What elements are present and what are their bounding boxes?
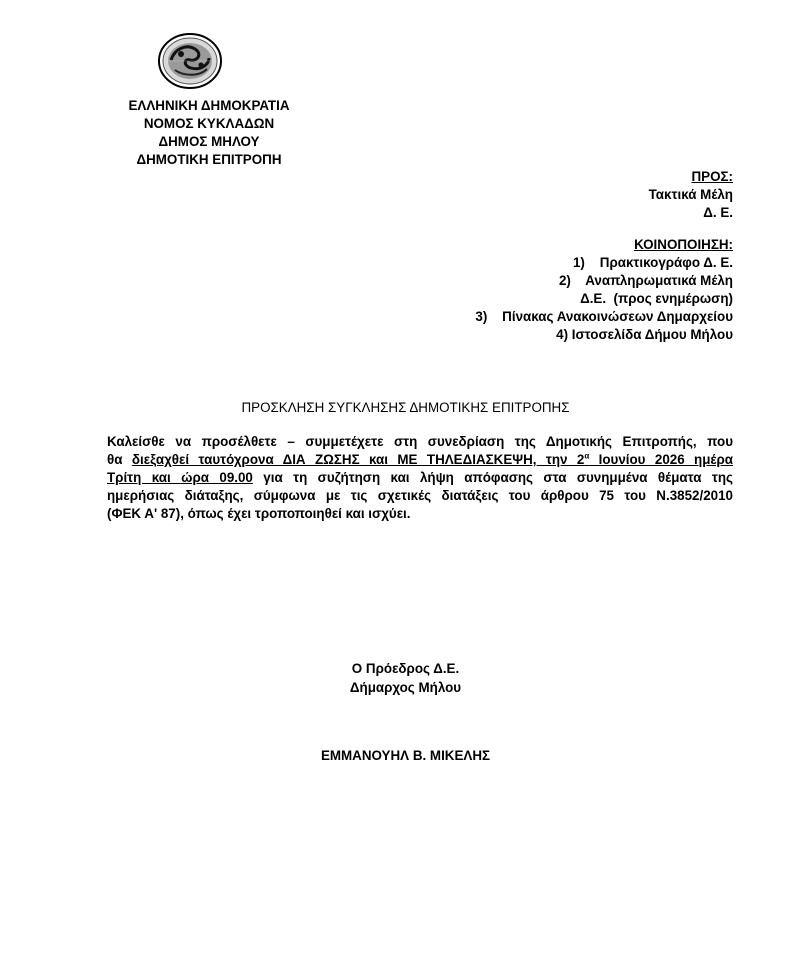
body-text-segment: Καλείσθε να προσέλθετε – συμμετέχετε στη συνεδρίαση της Δημοτικής Επιτροπής, που <box>107 434 733 449</box>
body-text-segment: ημερήσιας διάταξης, σύμφωνα με τις σχετικές διατάξεις του άρθρου 75 του Ν.3852/2010 <box>107 488 733 503</box>
header-country: ΕΛΛΗΝΙΚΗ ΔΗΜΟΚΡΑΤΙΑ <box>128 98 290 113</box>
notification-item-2a: 2) Αναπληρωματικά Μέλη <box>558 273 733 288</box>
notification-item-2b: Δ.Ε. (προς ενημέρωση) <box>580 291 733 306</box>
body-text-segment: θα <box>107 452 132 467</box>
recipients-line-2: Δ. Ε. <box>703 205 733 220</box>
signature-name: ΕΜΜΑΝΟΥΗΛ Β. ΜΙΚΕΛΗΣ <box>320 748 491 763</box>
document-title: ΠΡΟΣΚΛΗΣΗ ΣΥΓΚΛΗΣΗΣ ΔΗΜΟΤΙΚΗΣ ΕΠΙΤΡΟΠΗΣ <box>241 400 570 415</box>
recipients-line-1: Τακτικά Μέλη <box>648 187 733 202</box>
recipients-block <box>649 168 733 222</box>
body-line-5 <box>107 505 733 523</box>
header-prefecture: ΝΟΜΟΣ ΚΥΚΛΑΔΩΝ <box>143 116 275 131</box>
body-text-segment: (ΦΕΚ Α' 87), όπως έχει τροποποιηθεί και ισχύει. <box>107 506 411 521</box>
body-line-2 <box>107 451 733 469</box>
signature-role-mayor: Δήμαρχος Μήλου <box>349 680 462 695</box>
signature-roles <box>0 659 811 697</box>
invitation-body <box>107 433 733 523</box>
notification-label: ΚΟΙΝΟΠΟΙΗΣΗ: <box>634 237 733 252</box>
notification-item-4: 4) Ιστοσελίδα Δήμου Μήλου <box>556 327 733 342</box>
signature-role-chair: Ο Πρόεδρος Δ.Ε. <box>351 661 460 676</box>
body-underlined-segment: Τρίτη και ώρα 09.00 <box>107 470 253 485</box>
issuer-header <box>100 97 318 169</box>
body-text-segment: για τη συζήτηση και λήψη απόφασης στα συνημμένα θέματα της <box>252 470 733 485</box>
body-line-3 <box>107 469 733 487</box>
header-committee: ΔΗΜΟΤΙΚΗ ΕΠΙΤΡΟΠΗ <box>136 152 282 167</box>
body-superscript: α <box>584 451 590 461</box>
body-underlined-segment: διεξαχθεί ταυτόχρονα ΔΙΑ ΖΩΣΗΣ και ΜΕ ΤΗΛΕΔΙΑΣΚΕΨΗ, την 2 <box>131 452 585 467</box>
body-line-1 <box>107 433 733 451</box>
recipients-label: ΠΡΟΣ: <box>691 169 733 184</box>
body-line-4 <box>107 487 733 505</box>
header-municipality: ΔΗΜΟΣ ΜΗΛΟΥ <box>158 134 260 149</box>
notification-item-3: 3) Πίνακας Ανακοινώσεων Δημαρχείου <box>475 309 733 324</box>
body-underlined-segment: Ιουνίου 2026 ημέρα <box>589 452 733 467</box>
notification-item-1: 1) Πρακτικογράφο Δ. Ε. <box>572 255 733 270</box>
municipality-seal-logo <box>157 32 223 90</box>
notification-block <box>475 236 733 344</box>
